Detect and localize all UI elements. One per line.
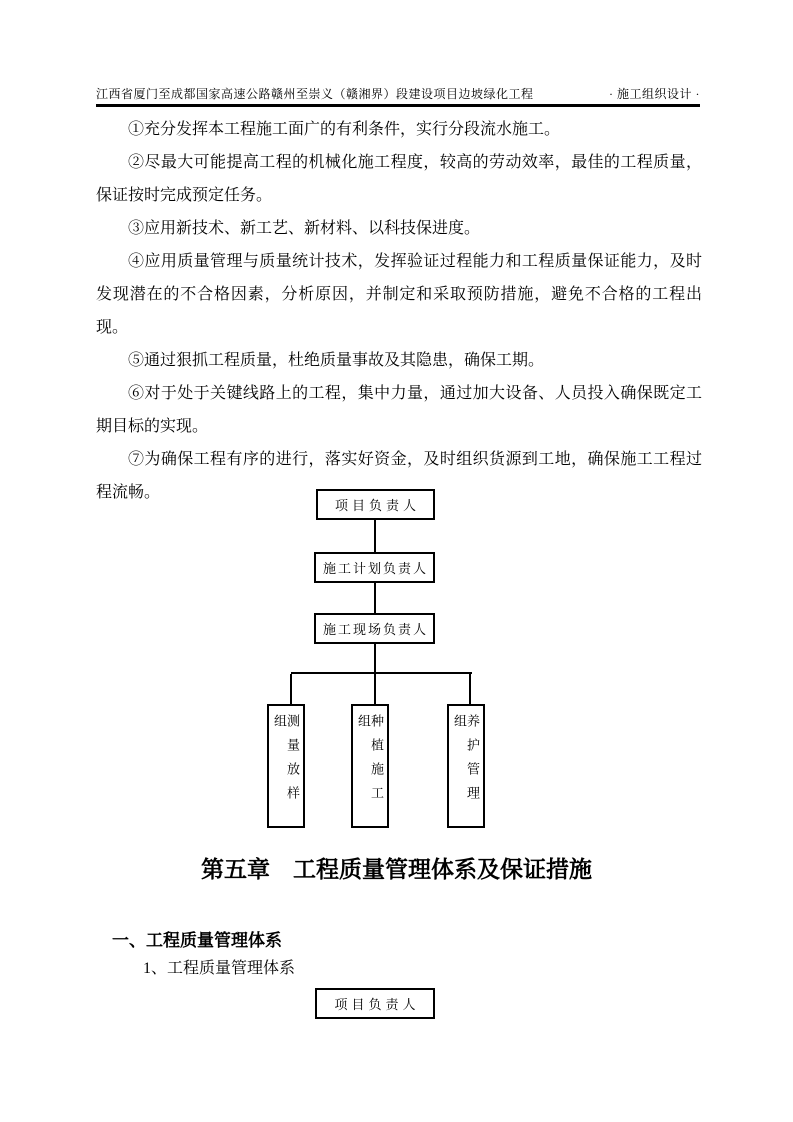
connector-line <box>374 674 376 704</box>
paragraph: ③应用新技术、新工艺、新材料、以科技保进度。 <box>128 220 481 237</box>
org-box-survey-group <box>267 704 305 828</box>
org-box-label: 施工计划负责人 <box>322 561 428 576</box>
org-box-label: 养护管理组 <box>452 714 480 810</box>
org-box-project-manager-2 <box>315 988 435 1019</box>
paragraph: ⑦为确保工程有序的进行，落实好资金，及时组织货源到工地，确保施工工程过程流畅。 <box>96 451 702 501</box>
org-box-project-manager <box>316 489 435 520</box>
org-box-label: 项目负责人 <box>334 997 420 1012</box>
page-header <box>96 85 700 102</box>
connector-line <box>374 520 376 552</box>
connector-line <box>374 583 376 613</box>
org-box-maintenance-group <box>447 704 485 828</box>
org-box-plan-manager <box>314 552 435 583</box>
connector-line <box>291 672 472 674</box>
connector-line <box>290 674 292 704</box>
paragraph: ②尽最大可能提高工程的机械化施工程度，较高的劳动效率，最佳的工程质量，保证按时完成预定任务。 <box>96 154 702 204</box>
org-box-label: 种植施工组 <box>356 714 384 810</box>
paragraph: ①充分发挥本工程施工面广的有利条件，实行分段流水施工。 <box>128 121 561 138</box>
org-box-label: 项目负责人 <box>334 498 420 513</box>
org-box-planting-group <box>351 704 389 828</box>
connector-line <box>469 674 471 704</box>
connector-line <box>374 644 376 672</box>
org-box-label: 测量放样组 <box>272 714 300 810</box>
section-heading: 一、工程质量管理体系 <box>112 931 282 950</box>
body-text <box>96 113 702 509</box>
paragraph: ⑤通过狠抓工程质量，杜绝质量事故及其隐患，确保工期。 <box>128 352 545 369</box>
subsection-heading: 1、工程质量管理体系 <box>143 960 296 977</box>
paragraph: ⑥对于处于关键线路上的工程，集中力量，通过加大设备、人员投入确保既定工期目标的实现。 <box>96 385 702 435</box>
header-right-title: · 施工组织设计 · <box>609 87 700 101</box>
header-rule <box>96 104 700 107</box>
paragraph: ④应用质量管理与质量统计技术，发挥验证过程能力和工程质量保证能力，及时发现潜在的不合格因素，分析原因，并制定和采取预防措施，避免不合格的工程出现。 <box>96 253 702 336</box>
org-box-label: 施工现场负责人 <box>322 622 428 637</box>
chapter-heading: 第五章 工程质量管理体系及保证措施 <box>201 857 592 882</box>
header-left-title: 江西省厦门至成都国家高速公路赣州至崇义（赣湘界）段建设项目边坡绿化工程 <box>96 87 534 101</box>
org-box-site-manager <box>314 613 435 644</box>
